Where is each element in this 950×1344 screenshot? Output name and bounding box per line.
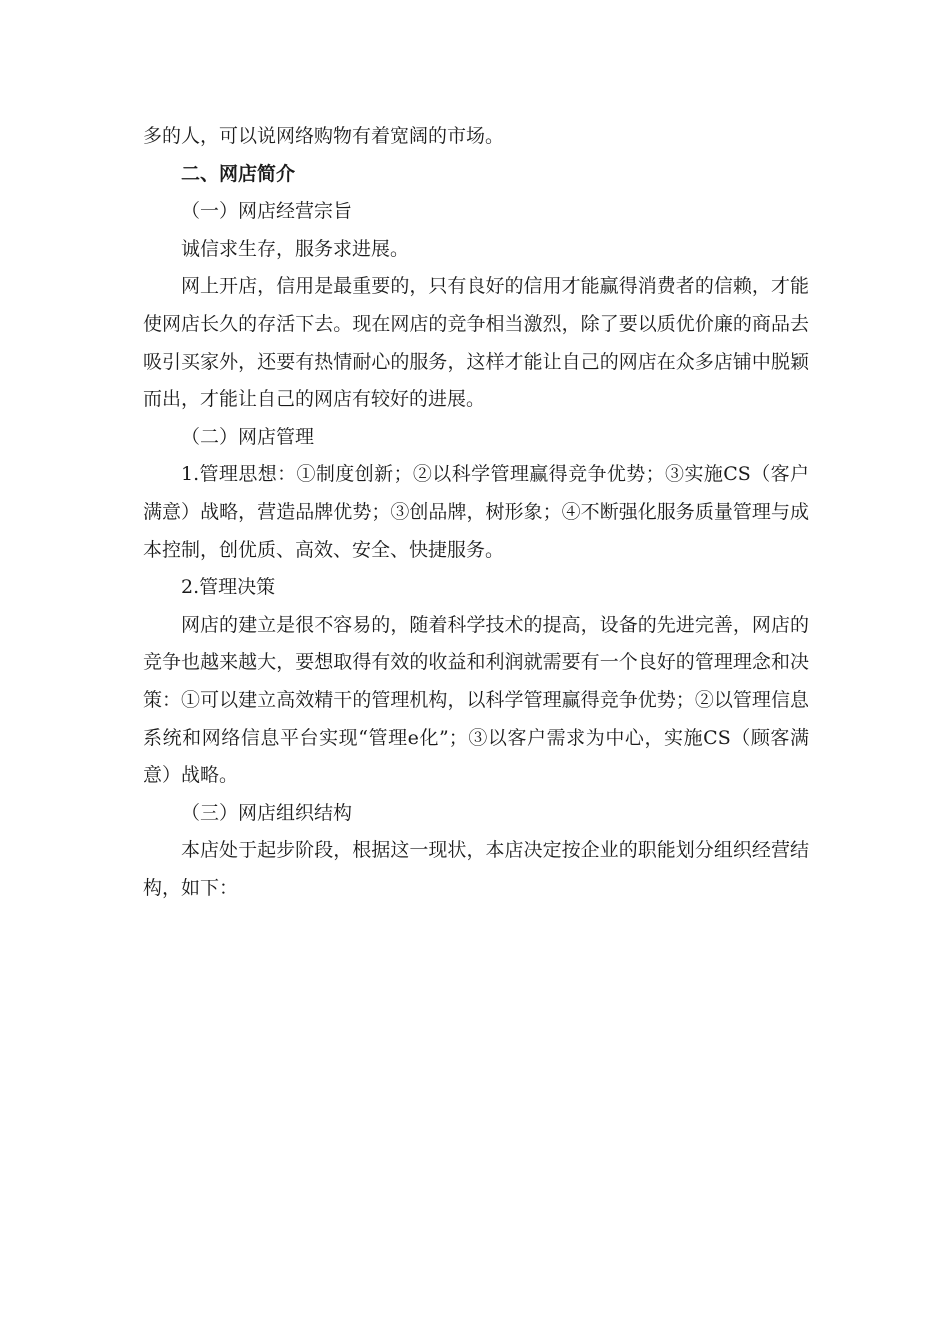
subsection-heading: （二）网店管理 [181, 425, 315, 448]
paragraph: 诚信求生存，服务求进展。 [181, 237, 410, 260]
subsection-heading: （三）网店组织结构 [181, 801, 353, 824]
subsection-heading: （一）网店经营宗旨 [181, 200, 353, 223]
paragraph: 2.管理决策 [181, 576, 276, 599]
paragraph: 1.管理思想：①制度创新；②以科学管理赢得竞争优势；③实施CS（客户满意）战略，营造品牌优势；③创品牌，树形象；④不断强化服务质量管理与成本控制，创优质、高效、安全、快捷服务。 [143, 463, 809, 561]
section-heading: 二、网店简介 [181, 162, 296, 185]
document-body [143, 118, 809, 907]
paragraph: 本店处于起步阶段，根据这一现状，本店决定按企业的职能划分组织经营结构，如下： [143, 839, 809, 899]
paragraph: 网店的建立是很不容易的，随着科学技术的提高，设备的先进完善，网店的竞争也越来越大，要想取得有效的收益和利润就需要有一个良好的管理理念和决策：①可以建立高效精干的管理机构，以科学管理赢得竞争优势；②以管理信息系统和网络信息平台实现“管理e化”；③以客户需求为中心，实施CS（顾客满意）战略。 [143, 613, 809, 787]
paragraph: 网上开店，信用是最重要的，只有良好的信用才能赢得消费者的信赖，才能使网店长久的存活下去。现在网店的竞争相当激烈，除了要以质优价廉的商品去吸引买家外，还要有热情耐心的服务，这样才能让自己的网店在众多店铺中脱颖而出，才能让自己的网店有较好的进展。 [143, 275, 809, 411]
paragraph-continuation: 多的人，可以说网络购物有着宽阔的市场。 [143, 125, 505, 147]
